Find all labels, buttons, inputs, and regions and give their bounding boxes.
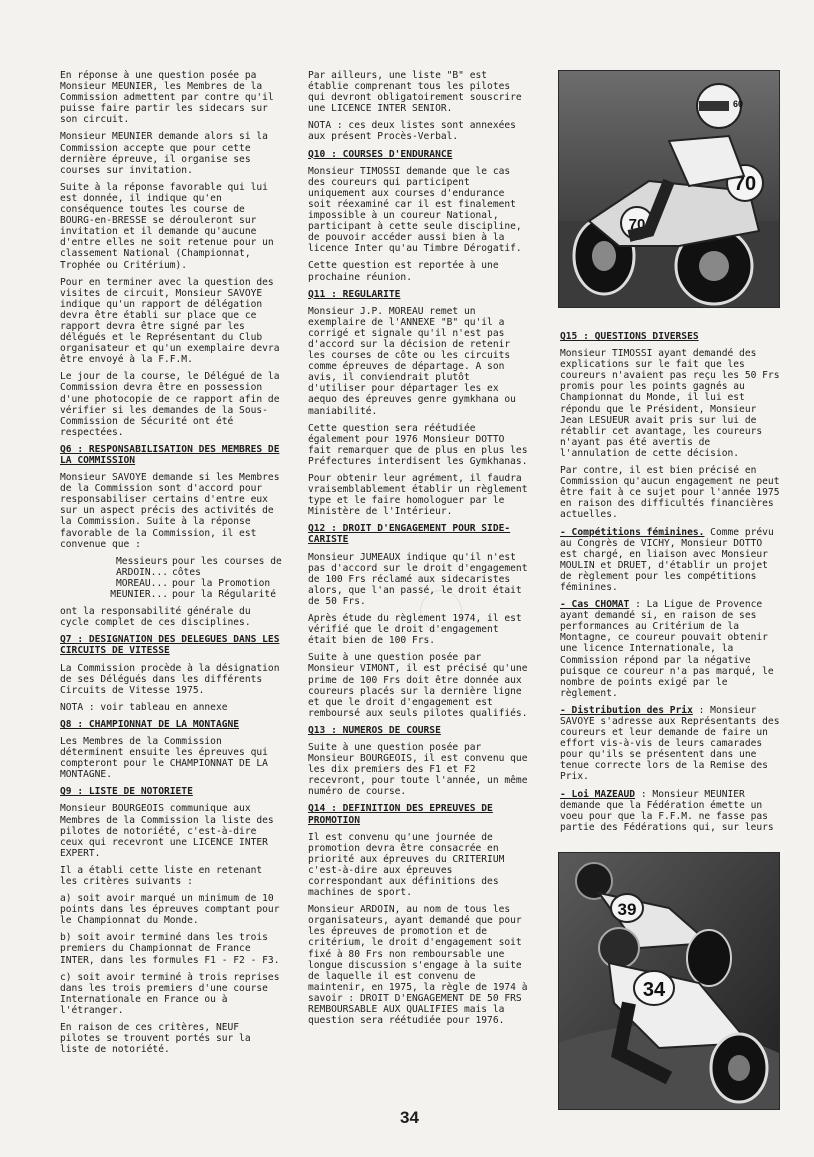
section-heading-q14: Q14 : DEFINITION DES EPREUVES DE PROMOTION [308,803,493,826]
race-number-39: 39 [617,900,637,919]
column-left [60,70,282,1061]
race-number-34: 34 [642,979,666,1001]
paragraph: b) soit avoir terminé dans les trois premiers du Championnat de France INTER, dans les formules F1 - F2 - F3. [60,932,280,966]
faint-stamp-mark [420,590,462,632]
section-heading-q9: Q9 : LISTE DE NOTORIETE [60,786,193,798]
section-heading-q6: Q6 : RESPONSABILISATION DES MEMBRES DE LA COMMISSION [60,443,280,466]
paragraph: NOTA : voir tableau en annexe [60,701,228,713]
responsibility-row: Messieurs ARDOIN... pour les courses de côtes [116,555,282,578]
paragraph: ont la responsabilité générale du cycle complet de ces disciplines. [60,606,251,629]
column-right [560,325,780,839]
photo-motorcycle-racer-70 [558,70,780,308]
responsibility-row: MEUNIER... pour la Régularité [110,589,276,601]
paragraph: Suite à une question posée par Monsieur BOURGEOIS, il est convenu que les dix premiers des F1 et F2 recevront, pour toute l'année, un même numéro de course. [308,741,528,798]
race-number-70-fairing: 70 [628,216,646,233]
column-middle [308,70,532,1032]
paragraph: Il a établi cette liste en retenant les critères suivants : [60,864,263,887]
section-heading-q11: Q11 : REGULARITE [308,288,401,300]
paragraph: Suite à une question posée par Monsieur VIMONT, il est précisé qu'une prime de 100 Frs doit être donnée aux coureurs placés sur la dernière ligne et que le droit d'engagement est remboursé aux seuls pilotes qualifiés. [308,652,528,719]
paragraph: Après étude du règlement 1974, il est vérifié que le droit d'engagement était bien de 100 Frs. [308,613,522,647]
paragraph: Cette question sera réétudiée également pour 1976 Monsieur DOTTO fait remarquer que de plus en plus les Préfectures interdisent les Gymkhanas. [308,422,528,467]
paragraph: Monsieur ARDOIN, au nom de tous les organisateurs, ayant demandé que pour les épreuves de promotion et de critérium, le droit d'engagement soit fixé à 80 Frs non remboursable une longue discussion s'engage à la suite de laquelle il est convenu de maintenir, en 1975, la règle de 1974 à savoir : DROIT D'ENGAGEMENT DE 50 FRS REMBOURSABLE AUX QUALIFIES mais la question sera réétudiée pour 1976. [308,904,528,1027]
page-number: 34 [400,1108,419,1127]
paragraph: Par contre, il est bien précisé en Commission qu'aucun engagement ne peut être fait à ce sujet pour l'année 1975 en raison des difficultés financières actuelles. [560,465,780,521]
paragraph: c) soit avoir terminé à trois reprises dans les trois premiers d'une course Internationale en France ou à l'étranger. [60,971,280,1016]
paragraph: Pour obtenir leur agrément, il faudra vraisemblablement établir un règlement type et le faire homologuer par le Ministère de l'Intérieur. [308,473,528,518]
section-heading-q15: Q15 : QUESTIONS DIVERSES [560,331,699,342]
photo-motorcycle-racers-34-39 [558,852,780,1110]
race-number-70: 70 [733,173,757,195]
paragraph-cas-chomat: - Cas CHOMAT : La Ligue de Provence ayant demandé si, en raison de ses performances au Critérium de la Montagne, ce coureur pouvait obtenir une licence Internationale, la Commission répond par la négative puisque ce coureur n'a pas marqué, le nombre de points exigé par le règlement. [560,599,774,699]
paragraph: En raison de ces critères, NEUF pilotes se trouvent portés sur la liste de notoriété. [60,1022,251,1056]
section-heading-q10: Q10 : COURSES D'ENDURANCE [308,148,453,160]
paragraph: La Commission procède à la désignation de ses Délégués dans les différents Circuits de Vitesse 1975. [60,662,280,696]
paragraph-distribution-prix: - Distribution des Prix : Monsieur SAVOYE s'adresse aux Représentants des coureurs et leur demande de faire un effort vis-à-vis de leurs camarades pour qu'ils se présentent dans une tenue correcte lors de la Remise des Prix. [560,704,780,783]
paragraph: Monsieur SAVOYE demande si les Membres de la Commission sont d'accord pour responsabiliser certains d'entre eux sur un aspect précis des activités de la Commission. Suite à la réponse favorable de la Commission, il est convenue que : [60,472,280,550]
paragraph: Par ailleurs, une liste "B" est établie comprenant tous les pilotes qui devront obligatoirement souscrire une LICENCE INTER SENIOR. [308,70,522,115]
section-heading-q7: Q7 : DESIGNATION DES DELEGUES DANS LES CIRCUITS DE VITESSE [60,634,280,657]
paragraph: Pour en terminer avec la question des visites de circuit, Monsieur SAVOYE indique qu'un rapport de délégation devra être établi sur place que ce rapport devra être signé par les délégués et le Représentant du Club organisateur et qu'un exemplaire devra être envoyé à la F.F.M. [60,276,280,366]
paragraph: Il est convenu qu'une journée de promotion devra être consacrée en priorité aux épreuves du CRITERIUM c'est-à-dire aux épreuves correspondant aux définitions des machines de sport. [308,831,505,899]
paragraph: Monsieur TIMOSSI ayant demandé des explications sur le fait que les coureurs n'avaient pas reçu les 50 Frs promis pour les points gagnés au Championnat du Monde, il lui est répondu que le Président, Monsieur Jean LESUEUR avait pris sur lui de rétablir cet avantage, les coureurs n'ayant pas été avertis de l'annulation de cette décision. [560,348,780,459]
paragraph: Monsieur JUMEAUX indique qu'il n'est pas d'accord sur le droit d'engagement de 100 Frs réclamé aux sidecaristes alors, que l'an passé, le droit était de 50 Frs. [308,551,528,607]
paragraph: Le jour de la course, le Délégué de la Commission devra être en possession d'une photocopie de ce rapport afin de vérifier si les demandes de la Sous-Commission de Sécurité ont été respectées. [60,371,280,438]
paragraph: Monsieur TIMOSSI demande que le cas des coureurs qui participent uniquement aux courses d'endurance soit réexaminé car il est finalement impossible à un coureur National, participant à cette seule discipline, de pouvoir accéder aussi bien à la licence Inter qu'au Timbre Dérogatif. [308,165,522,255]
racers-photo-illustration [559,853,779,1109]
paragraph: Monsieur BOURGEOIS communique aux Membres de la Commission la liste des pilotes de notoriété, c'est-à-dire ceux qui recevront une LICENCE INTER EXPERT. [60,803,274,859]
paragraph: Monsieur J.P. MOREAU remet un exemplaire de l'ANNEXE "B" qu'il a corrigé et signale qu'il n'est pas d'accord sur la décision de retenir les courses de côte ou les circuits comme épreuves de départage. A son avis, il conviendrait plutôt d'utiliser pour départager les ex aequo des épreuves genre gymkhana ou maniabilité. [308,305,516,417]
paragraph: Monsieur MEUNIER demande alors si la Commission accepte que pour cette dernière épreuve, il organise ses courses sur invitation. [60,131,268,176]
section-heading-q13: Q13 : NUMEROS DE COURSE [308,724,441,736]
paragraph: a) soit avoir marqué un minimum de 10 points dans les épreuves comptant pour le Championnat du Monde. [60,893,280,927]
paragraph: NOTA : ces deux listes sont annexées aux présent Procès-Verbal. [308,120,516,143]
racer-photo-illustration [559,71,779,307]
paragraph-loi-mazeaud: - Loi MAZEAUD : Monsieur MEUNIER demande que la Fédération émette un voeu pour que la F.F.M. ne fasse pas partie des Fédérations qui, sur leurs [560,788,774,833]
responsibility-row: MOREAU... pour la Promotion [116,577,271,589]
helmet-number-60: 60 [733,99,744,109]
paragraph: Les Membres de la Commission déterminent ensuite les épreuves qui compteront pour le CHAMPIONNAT DE LA MONTAGNE. [60,735,268,781]
section-heading-q8: Q8 : CHAMPIONNAT DE LA MONTAGNE [60,718,240,730]
paragraph: Cette question est reportée à une prochaine réunion. [308,260,499,283]
paragraph: En réponse à une question posée pa Monsieur MEUNIER, les Membres de la Commission admettent par contre qu'il puisse faire partir les sidecars sur son circuit. [60,70,274,126]
paragraph-competitions-feminines: - Compétitions féminines. Comme prévu au Congrès de VICHY, Monsieur DOTTO est chargé, en liaison avec Monsieur MOULIN et DRUET, d'établir un projet de règlement pour les compétitions féminines. [560,526,774,593]
paragraph: Suite à la réponse favorable qui lui est donnée, il indique qu'en conséquence toutes les course de BOURG-en-BRESSE se dérouleront sur invitation et il demande qu'aucune d'entre elles ne soit retenue pour un classement National (Championnat, Trophée ou Critérium). [60,181,274,271]
section-heading-q12: Q12 : DROIT D'ENGAGEMENT POUR SIDE-CARISTE [308,523,511,546]
